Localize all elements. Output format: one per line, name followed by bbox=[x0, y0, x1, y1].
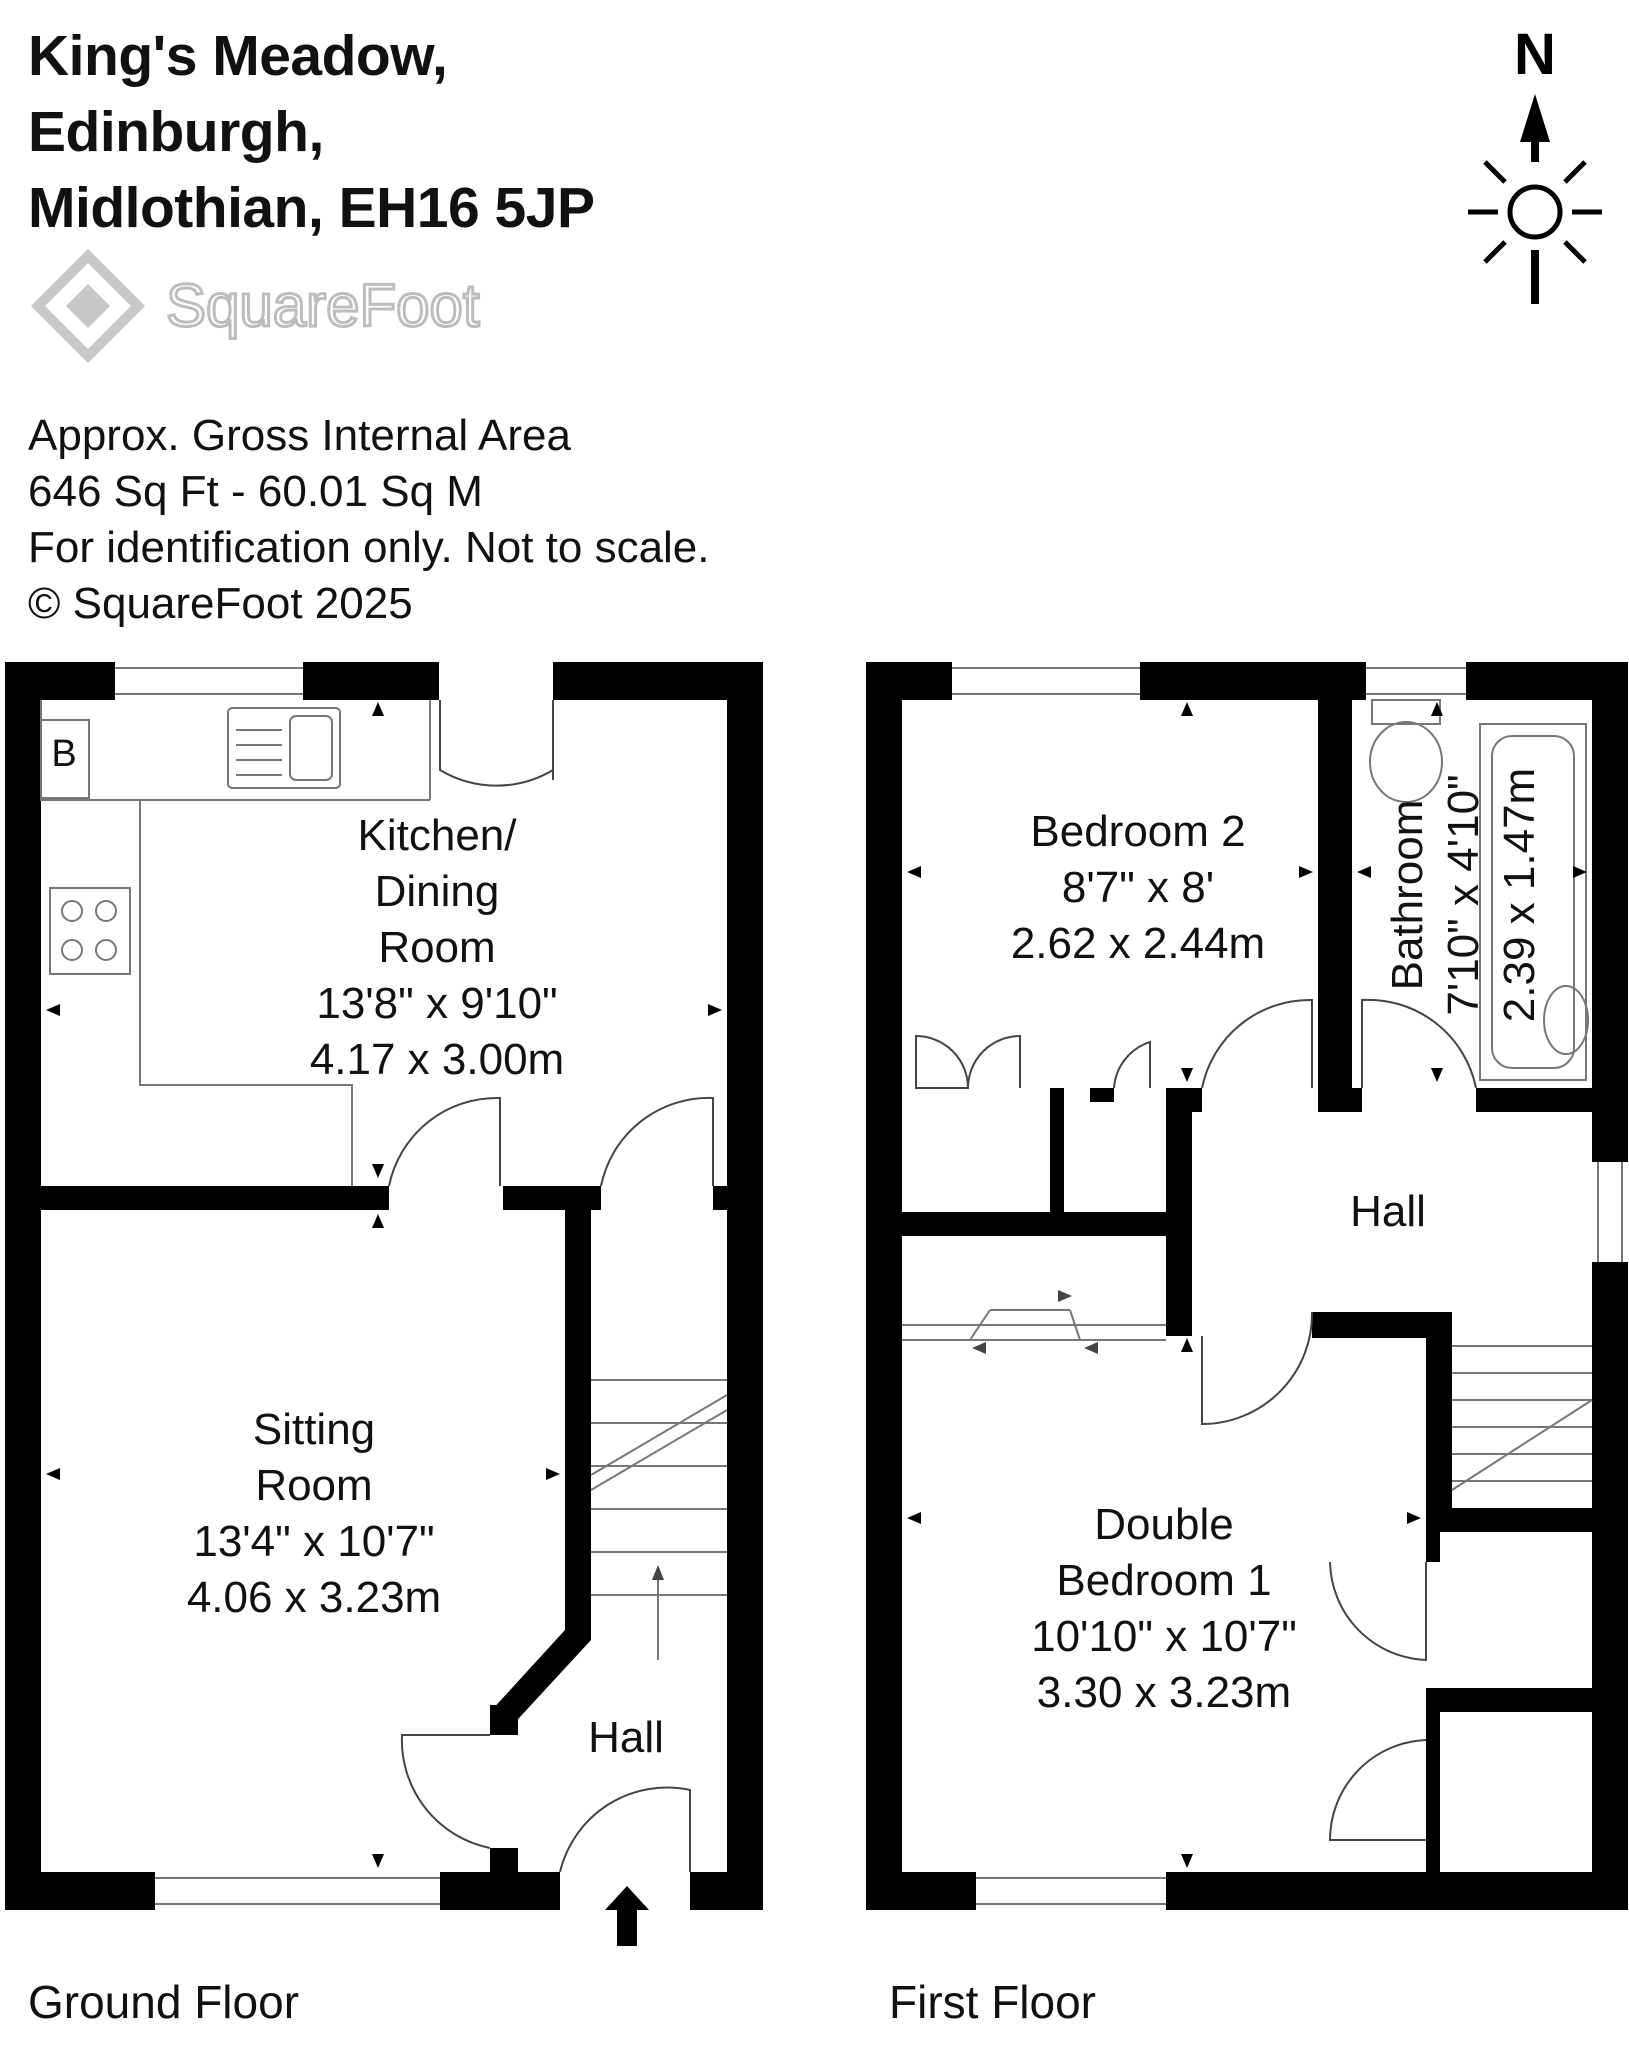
cupboard-door-2 bbox=[1330, 1740, 1426, 1840]
kitchen-name-line3: Room bbox=[378, 923, 496, 972]
address-line-2: Edinburgh, bbox=[28, 100, 324, 164]
sitting-name-line2: Room bbox=[255, 1461, 373, 1510]
bathroom-dimensions-imperial: 7'10" x 4'10" bbox=[1439, 774, 1488, 1016]
first-hall-name: Hall bbox=[1350, 1187, 1426, 1236]
kitchen-name-line2: Dining bbox=[374, 867, 500, 916]
hob-icon bbox=[50, 888, 130, 974]
sitting-room-label bbox=[187, 1402, 441, 1626]
logo-text: SquareFoot bbox=[166, 272, 480, 339]
kitchen-dimensions-metric: 4.17 x 3.00m bbox=[309, 1035, 565, 1084]
bathroom-dimensions-metric: 2.39 x 1.47m bbox=[1495, 767, 1544, 1023]
double-bedroom1-label bbox=[1031, 1497, 1297, 1721]
kitchen-name-line1: Kitchen/ bbox=[357, 811, 517, 860]
kitchen-dining-room-label bbox=[310, 808, 564, 1088]
bedroom2-door bbox=[1202, 1000, 1312, 1088]
front-door bbox=[560, 1788, 690, 1872]
bathroom-label bbox=[1380, 768, 1548, 1022]
sitting-name-line1: Sitting bbox=[252, 1405, 376, 1454]
copyright: © SquareFoot 2025 bbox=[28, 579, 413, 628]
disclaimer: For identification only. Not to scale. bbox=[28, 523, 710, 572]
bedroom1-dimensions-imperial: 10'10" x 10'7" bbox=[1031, 1612, 1297, 1661]
kitchen-dimensions-imperial: 13'8" x 9'10" bbox=[316, 979, 558, 1028]
kitchen-back-door bbox=[440, 700, 553, 786]
bedroom1-name-line1: Double bbox=[1094, 1500, 1234, 1549]
sitting-door bbox=[402, 1735, 490, 1848]
bathroom-name: Bathroom bbox=[1383, 799, 1432, 991]
address-line-1: King's Meadow, bbox=[28, 24, 448, 88]
boiler-label: B bbox=[51, 733, 77, 775]
kitchen-door bbox=[389, 1098, 500, 1186]
first-floor-label: First Floor bbox=[889, 1976, 1096, 2028]
bedroom1-dimensions-metric: 3.30 x 3.23m bbox=[1036, 1668, 1292, 1717]
bedroom2-dimensions-metric: 2.62 x 2.44m bbox=[1010, 919, 1266, 968]
bedroom2-name: Bedroom 2 bbox=[1030, 807, 1246, 856]
ground-hall-name: Hall bbox=[588, 1713, 664, 1762]
cupboard-door-1 bbox=[1330, 1562, 1426, 1660]
area-value: 646 Sq Ft - 60.01 Sq M bbox=[28, 467, 483, 516]
entrance-arrow-icon bbox=[605, 1886, 649, 1946]
ground-hall-label bbox=[588, 1710, 664, 1766]
bedroom2-label bbox=[1011, 804, 1265, 972]
hall-kitchen-door bbox=[601, 1098, 713, 1186]
first-hall-label bbox=[1350, 1184, 1426, 1240]
compass-north-letter: N bbox=[1514, 22, 1556, 87]
bedroom1-name-line2: Bedroom 1 bbox=[1056, 1556, 1272, 1605]
area-label: Approx. Gross Internal Area bbox=[28, 411, 571, 460]
sitting-dimensions-imperial: 13'4" x 10'7" bbox=[193, 1517, 435, 1566]
ground-floor-label: Ground Floor bbox=[28, 1976, 300, 2028]
bedroom2-dimensions-imperial: 8'7" x 8' bbox=[1061, 863, 1215, 912]
sitting-dimensions-metric: 4.06 x 3.23m bbox=[186, 1573, 442, 1622]
bedroom1-door bbox=[1202, 1312, 1312, 1424]
address-line-3: Midlothian, EH16 5JP bbox=[28, 176, 595, 240]
basin-icon bbox=[1544, 986, 1588, 1054]
